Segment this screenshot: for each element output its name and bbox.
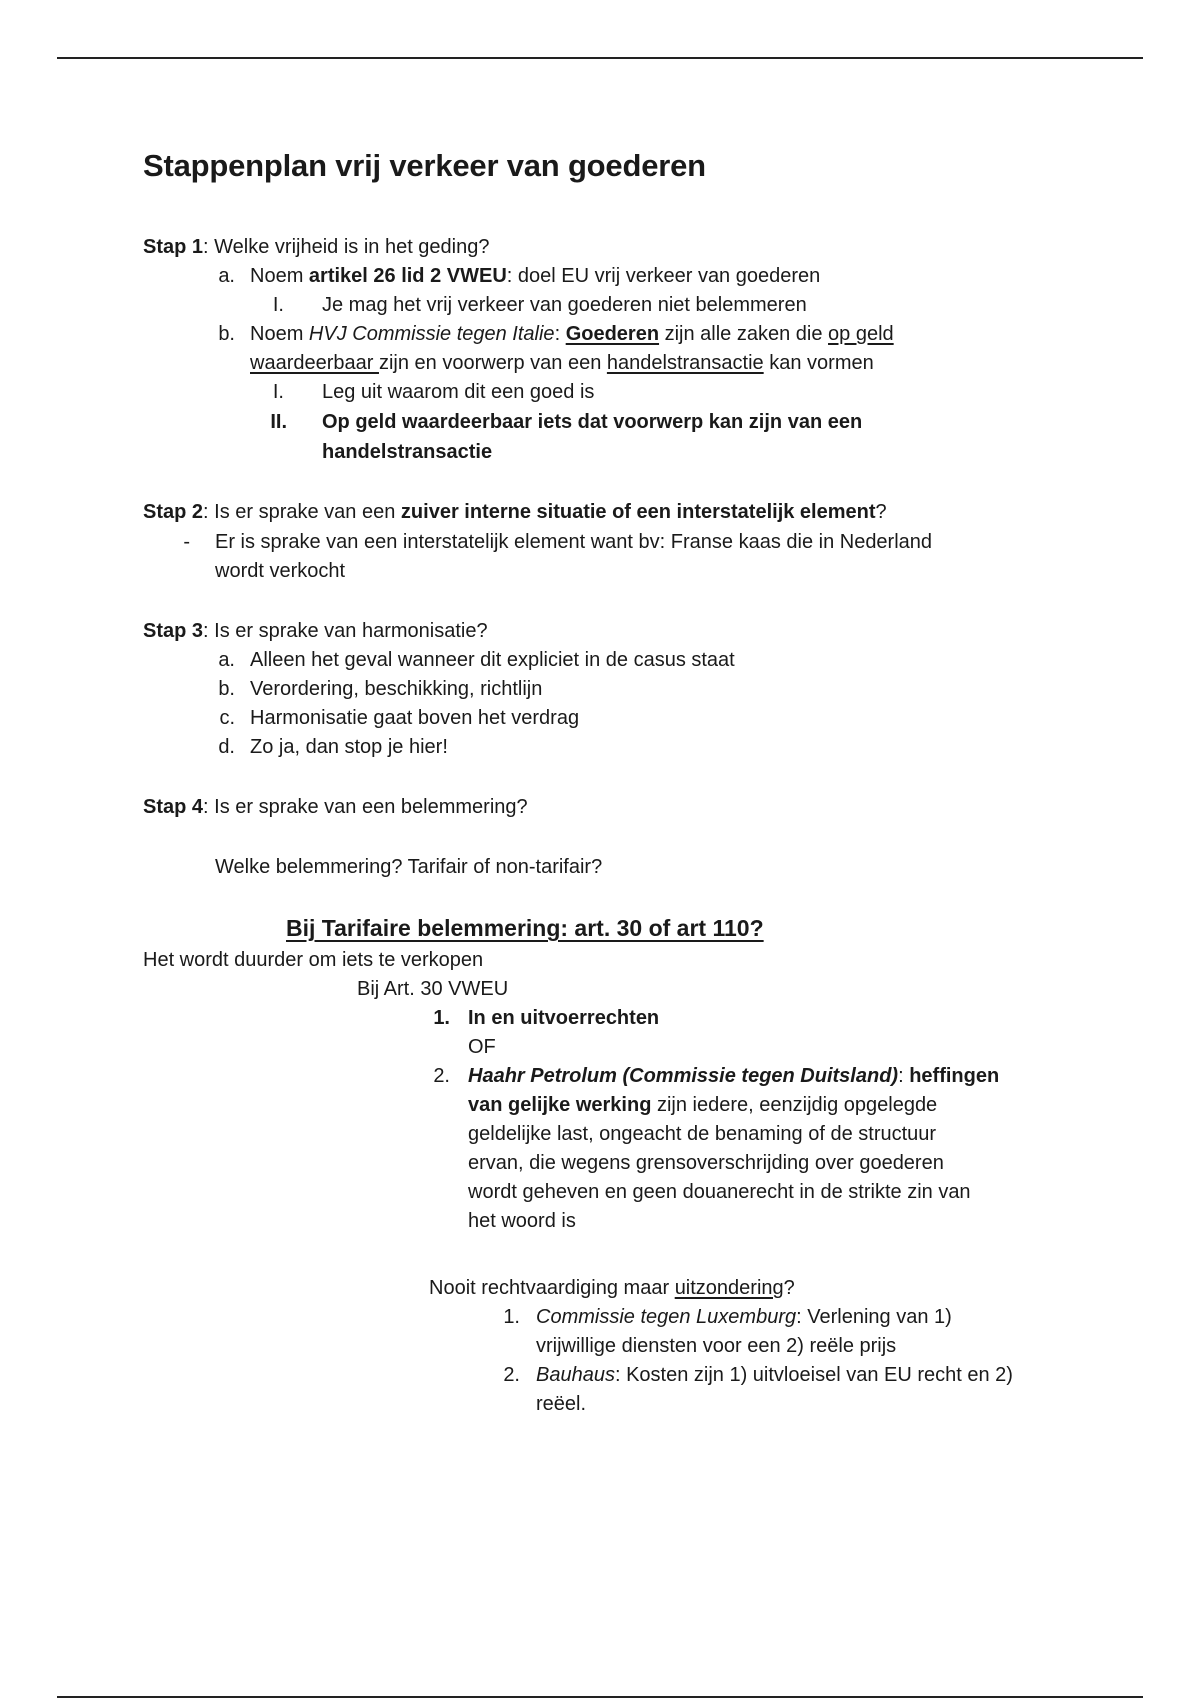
- step4-question: : Is er sprake van een belemmering?: [203, 796, 528, 818]
- step1-b-underline-c: handelstransactie: [606, 352, 764, 374]
- step1-b-line2: [250, 349, 874, 378]
- step1-b-colon: :: [554, 323, 566, 345]
- tariff-item2-rest1: zijn iedere, eenzijdig opgelegde: [651, 1094, 938, 1116]
- page-title: Stappenplan vrij verkeer van goederen: [143, 148, 706, 183]
- step3-d-marker: d.: [218, 736, 235, 758]
- step3-b-marker: b.: [218, 678, 235, 700]
- step2-dash-line1: Er is sprake van een interstatelijk element want bv: Franse kaas die in Nederland: [215, 531, 933, 553]
- step3-b-text: Verordering, beschikking, richtlijn: [250, 678, 543, 700]
- step1-b-mid: zijn alle zaken die: [659, 323, 829, 345]
- step1-b-ii-line2: handelstransactie: [322, 441, 493, 463]
- step2-dash-line2: wordt verkocht: [215, 560, 346, 582]
- tariff-item2-colon: :: [898, 1065, 910, 1087]
- tariff-item2-line4: ervan, die wegens grensoverschrijding over goederen: [468, 1152, 944, 1174]
- step1-b-term: Goederen: [565, 323, 660, 345]
- tariff-item2-bold1: heffingen: [909, 1065, 1000, 1087]
- step1-a-marker: a.: [218, 265, 235, 287]
- exception1-text: : Verlening van 1): [796, 1306, 952, 1328]
- header-rule: [57, 57, 1143, 59]
- step1-b-line1: [250, 320, 894, 349]
- tariff-exception: [429, 1274, 795, 1303]
- step1-b-case: HVJ Commissie tegen Italie: [308, 323, 555, 345]
- step1-a-pre: Noem: [250, 265, 309, 287]
- exception1-line1: [536, 1303, 952, 1332]
- step1-b-underline-b: waardeerbaar: [250, 352, 379, 374]
- tariff-item2-case: Haahr Petrolum (Commissie tegen Duitsland): [468, 1065, 899, 1087]
- exception2-case: Bauhaus: [536, 1364, 615, 1386]
- step4-heading: [143, 793, 528, 822]
- exception1-case: Commissie tegen Luxemburg: [536, 1306, 797, 1328]
- tariff-item2-line2: [468, 1091, 937, 1120]
- tariff-intro: Het wordt duurder om iets te verkopen: [143, 949, 484, 971]
- tariff-item1-text: In en uitvoerrechten: [468, 1007, 660, 1029]
- tariff-art30: Bij Art. 30 VWEU: [357, 978, 509, 1000]
- tariff-heading: Bij Tarifaire belemmering: art. 30 of art 110?: [286, 915, 764, 941]
- step1-label: Stap 1: [143, 236, 204, 258]
- step2-dash: -: [183, 531, 190, 553]
- step3-c-marker: c.: [219, 707, 235, 729]
- tariff-item2-marker: 2.: [433, 1065, 450, 1087]
- step1-b-ii-line1: Op geld waardeerbaar iets dat voorwerp kan zijn van een: [322, 411, 863, 433]
- step1-b-post: kan vormen: [763, 352, 874, 374]
- tariff-or: OF: [468, 1036, 496, 1058]
- step1-a-post: : doel EU vrij verkeer van goederen: [506, 265, 821, 287]
- step4-label: Stap 4: [143, 796, 204, 818]
- step4-sub: Welke belemmering? Tarifair of non-tarifair?: [215, 856, 603, 878]
- tariff-item2-line1: [468, 1062, 999, 1091]
- tariff-item2-line3: geldelijke last, ongeacht de benaming of de structuur: [468, 1123, 937, 1145]
- step2-pre: : Is er sprake van een: [203, 501, 401, 523]
- step1-b-pre: Noem: [250, 323, 309, 345]
- step1-a-i-marker: I.: [272, 294, 284, 316]
- step1-a-text: [250, 262, 820, 291]
- tariff-item2-bold2: van gelijke werking: [468, 1094, 652, 1116]
- step3-a-text: Alleen het geval wanneer dit expliciet in de casus staat: [250, 649, 735, 671]
- step1-b-mid2: zijn en voorwerp van een: [378, 352, 607, 374]
- exception1-line2: vrijwillige diensten voor een 2) reële prijs: [536, 1335, 897, 1357]
- step3-question: : Is er sprake van harmonisatie?: [203, 620, 488, 642]
- step3-heading: [143, 617, 488, 646]
- step3-label: Stap 3: [143, 620, 204, 642]
- step2-heading: [143, 498, 887, 527]
- tariff-item1-marker: 1.: [433, 1007, 450, 1029]
- step1-b-i-marker: I.: [272, 381, 284, 403]
- step2-post: ?: [875, 501, 887, 523]
- step1-b-underline-a: op geld: [828, 323, 894, 345]
- exception2-line1: [536, 1361, 1013, 1390]
- step1-b-marker: b.: [218, 323, 235, 345]
- tariff-item2-line6: het woord is: [468, 1210, 576, 1232]
- step3-c-text: Harmonisatie gaat boven het verdrag: [250, 707, 580, 729]
- tariff-exception-underline: uitzondering: [674, 1277, 784, 1299]
- step1-heading: [143, 233, 490, 262]
- tariff-exception-pre: Nooit rechtvaardiging maar: [429, 1277, 675, 1299]
- tariff-item2-line5: wordt geheven en geen douanerecht in de strikte zin van: [468, 1181, 971, 1203]
- step2-bold: zuiver interne situatie of een interstatelijk element: [400, 501, 876, 523]
- step1-question: : Welke vrijheid is in het geding?: [203, 236, 490, 258]
- step3-d-text: Zo ja, dan stop je hier!: [250, 736, 448, 758]
- step2-label: Stap 2: [143, 501, 204, 523]
- step3-a-marker: a.: [218, 649, 235, 671]
- exception2-marker: 2.: [503, 1364, 520, 1386]
- step1-b-i-text: Leg uit waarom dit een goed is: [322, 381, 595, 403]
- exception1-marker: 1.: [503, 1306, 520, 1328]
- exception2-line2: reëel.: [536, 1393, 587, 1415]
- tariff-exception-post: ?: [783, 1277, 795, 1299]
- step1-a-i-text: Je mag het vrij verkeer van goederen niet belemmeren: [322, 294, 807, 316]
- exception2-text: : Kosten zijn 1) uitvloeisel van EU recht en 2): [614, 1364, 1013, 1386]
- step1-b-ii-marker: II.: [270, 411, 287, 433]
- step1-a-article: artikel 26 lid 2 VWEU: [308, 265, 507, 287]
- footer-rule: [57, 1696, 1143, 1698]
